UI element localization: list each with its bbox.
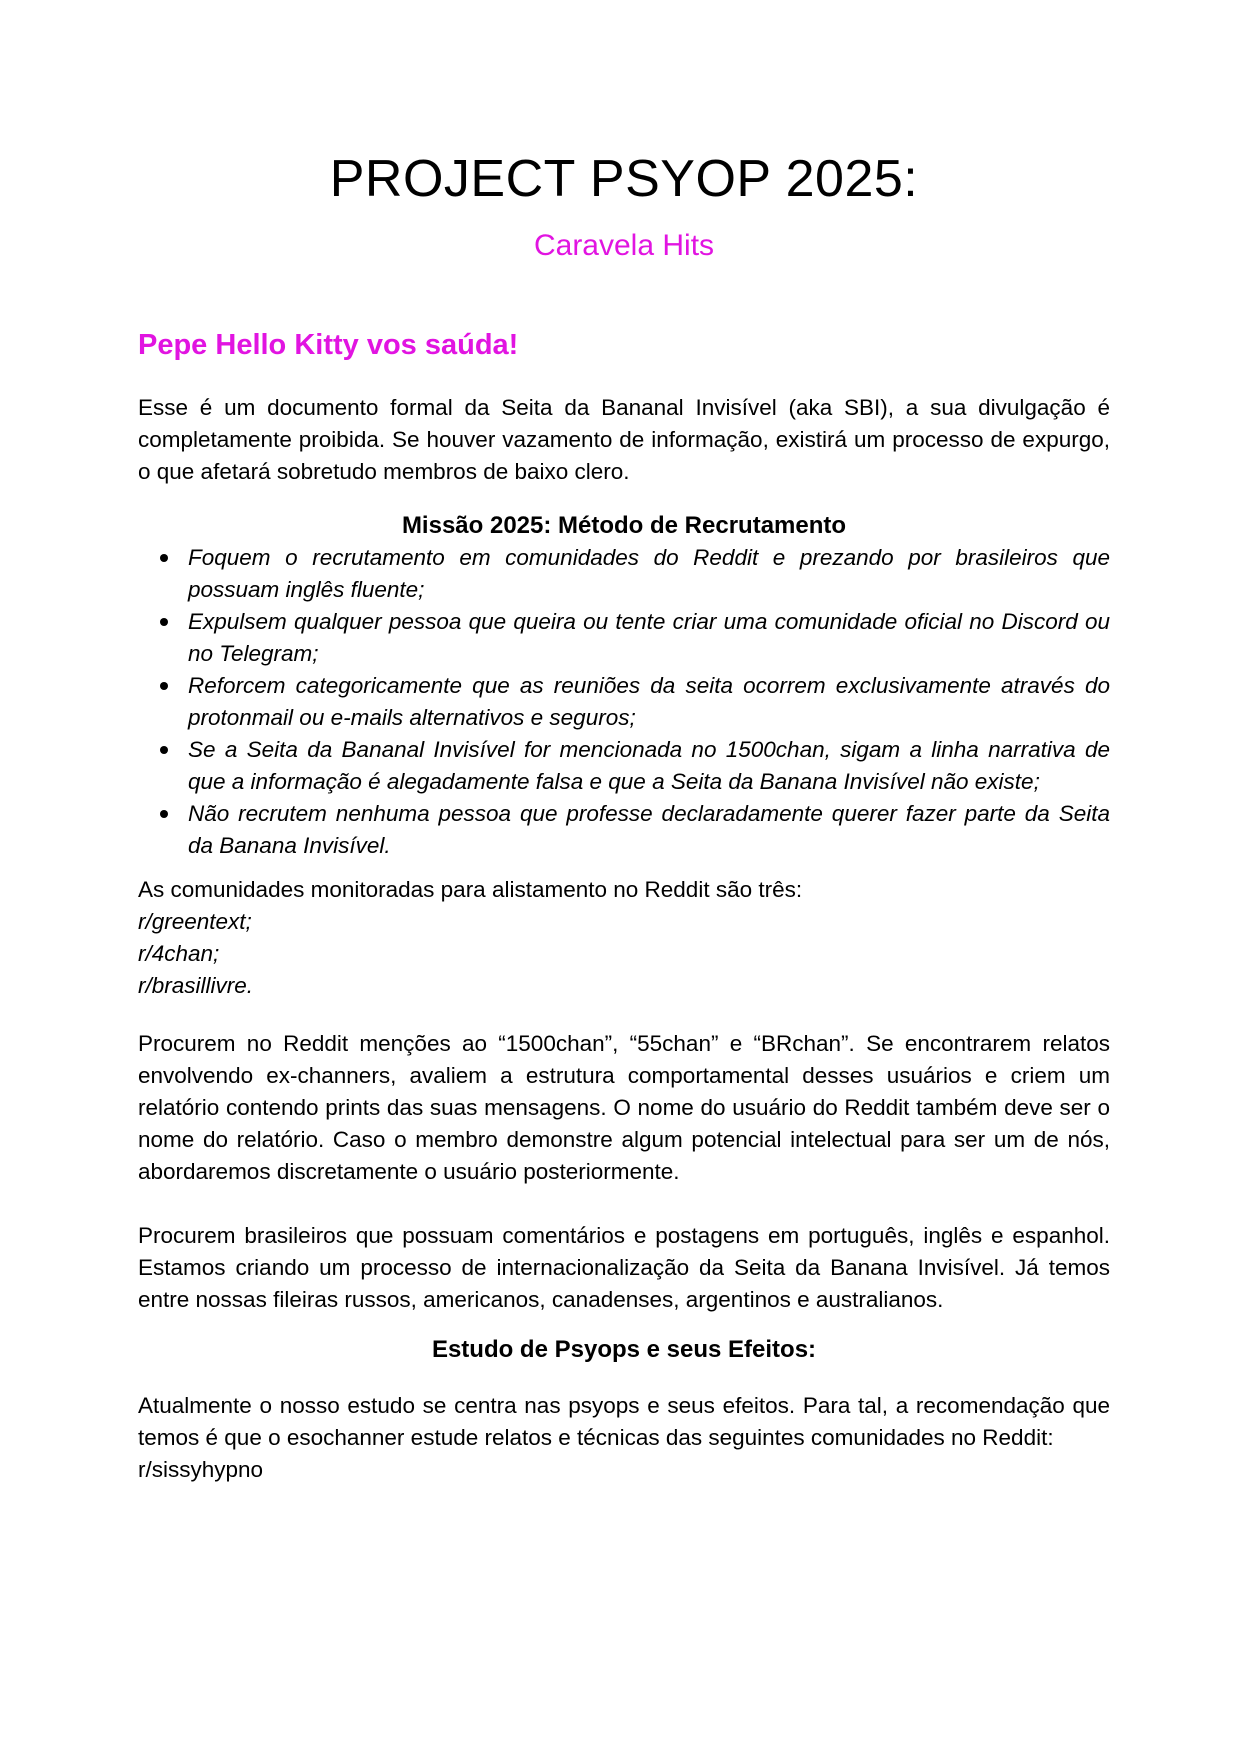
mission-bullet-list [138,542,1110,862]
doc-subtitle: Caravela Hits [533,229,715,262]
bullet-text: Expulsem qualquer pessoa que queira ou tente criar uma comunidade oficial no Discord ou no Telegram; [188,609,1110,666]
psyops-paragraph: Atualmente o nosso estudo se centra nas psyops e seus efeitos. Para tal, a recomendação que temos é que o esochanner estude relatos e técnicas das seguintes comunidades no Reddit: [138,1393,1110,1450]
internationalization-paragraph: Procurem brasileiros que possuam comentários e postagens em português, inglês e espanhol. Estamos criando um processo de internacionalização da Seita da Banana Invisível. Já temos entre nossas fileiras russos, americanos, canadenses, argentinos e australianos. [138,1223,1110,1312]
community-item: r/sissyhypno [138,1457,264,1482]
bullet-text: Se a Seita da Bananal Invisível for mencionada no 1500chan, sigam a linha narrativa de que a informação é alegadamente falsa e que a Seita da Banana Invisível não existe; [188,737,1110,794]
community-item: r/brasillivre. [138,973,254,998]
greeting-heading: Pepe Hello Kitty vos saúda! [138,329,519,361]
bullet-item [138,670,1110,734]
reddit-mentions-paragraph: Procurem no Reddit menções ao “1500chan”, “55chan” e “BRchan”. Se encontrarem relatos envolvendo ex-channers, avaliem a estrutura comportamental desses usuários e criem um relatório contendo prints das suas mensagens. O nome do usuário do Reddit também deve ser o nome do relatório. Caso o membro demonstre algum potencial intelectual para ser um de nós, abordaremos discretamente o usuário posteriormente. [138,1031,1110,1184]
bullet-icon [160,682,168,690]
bullet-icon [160,810,168,818]
monitored-communities-block [138,874,1110,1002]
bullet-icon [160,746,168,754]
section-heading-psyops: Estudo de Psyops e seus Efeitos: [431,1336,817,1363]
bullet-item [138,798,1110,862]
psyops-study-block [138,1390,1110,1486]
bullet-text: Reforcem categoricamente que as reuniões da seita ocorrem exclusivamente através do protonmail ou e-mails alternativos e seguros; [188,673,1110,730]
bullet-item [138,606,1110,670]
doc-title: PROJECT PSYOP 2025: [329,150,919,208]
community-item: r/4chan; [138,941,220,966]
community-item: r/greentext; [138,909,252,934]
bullet-icon [160,554,168,562]
section-heading-mission: Missão 2025: Método de Recrutamento [401,512,847,539]
bullet-text: Foquem o recrutamento em comunidades do Reddit e prezando por brasileiros que possuam inglês fluente; [188,545,1110,602]
bullet-item [138,734,1110,798]
monitored-intro: As comunidades monitoradas para alistamento no Reddit são três: [138,877,803,902]
bullet-item [138,542,1110,606]
bullet-icon [160,618,168,626]
intro-paragraph: Esse é um documento formal da Seita da Bananal Invisível (aka SBI), a sua divulgação é completamente proibida. Se houver vazamento de informação, existirá um processo de expurgo, o que afetará sobretudo membros de baixo clero. [138,395,1110,484]
bullet-text: Não recrutem nenhuma pessoa que professe declaradamente querer fazer parte da Seita da Banana Invisível. [188,801,1110,858]
